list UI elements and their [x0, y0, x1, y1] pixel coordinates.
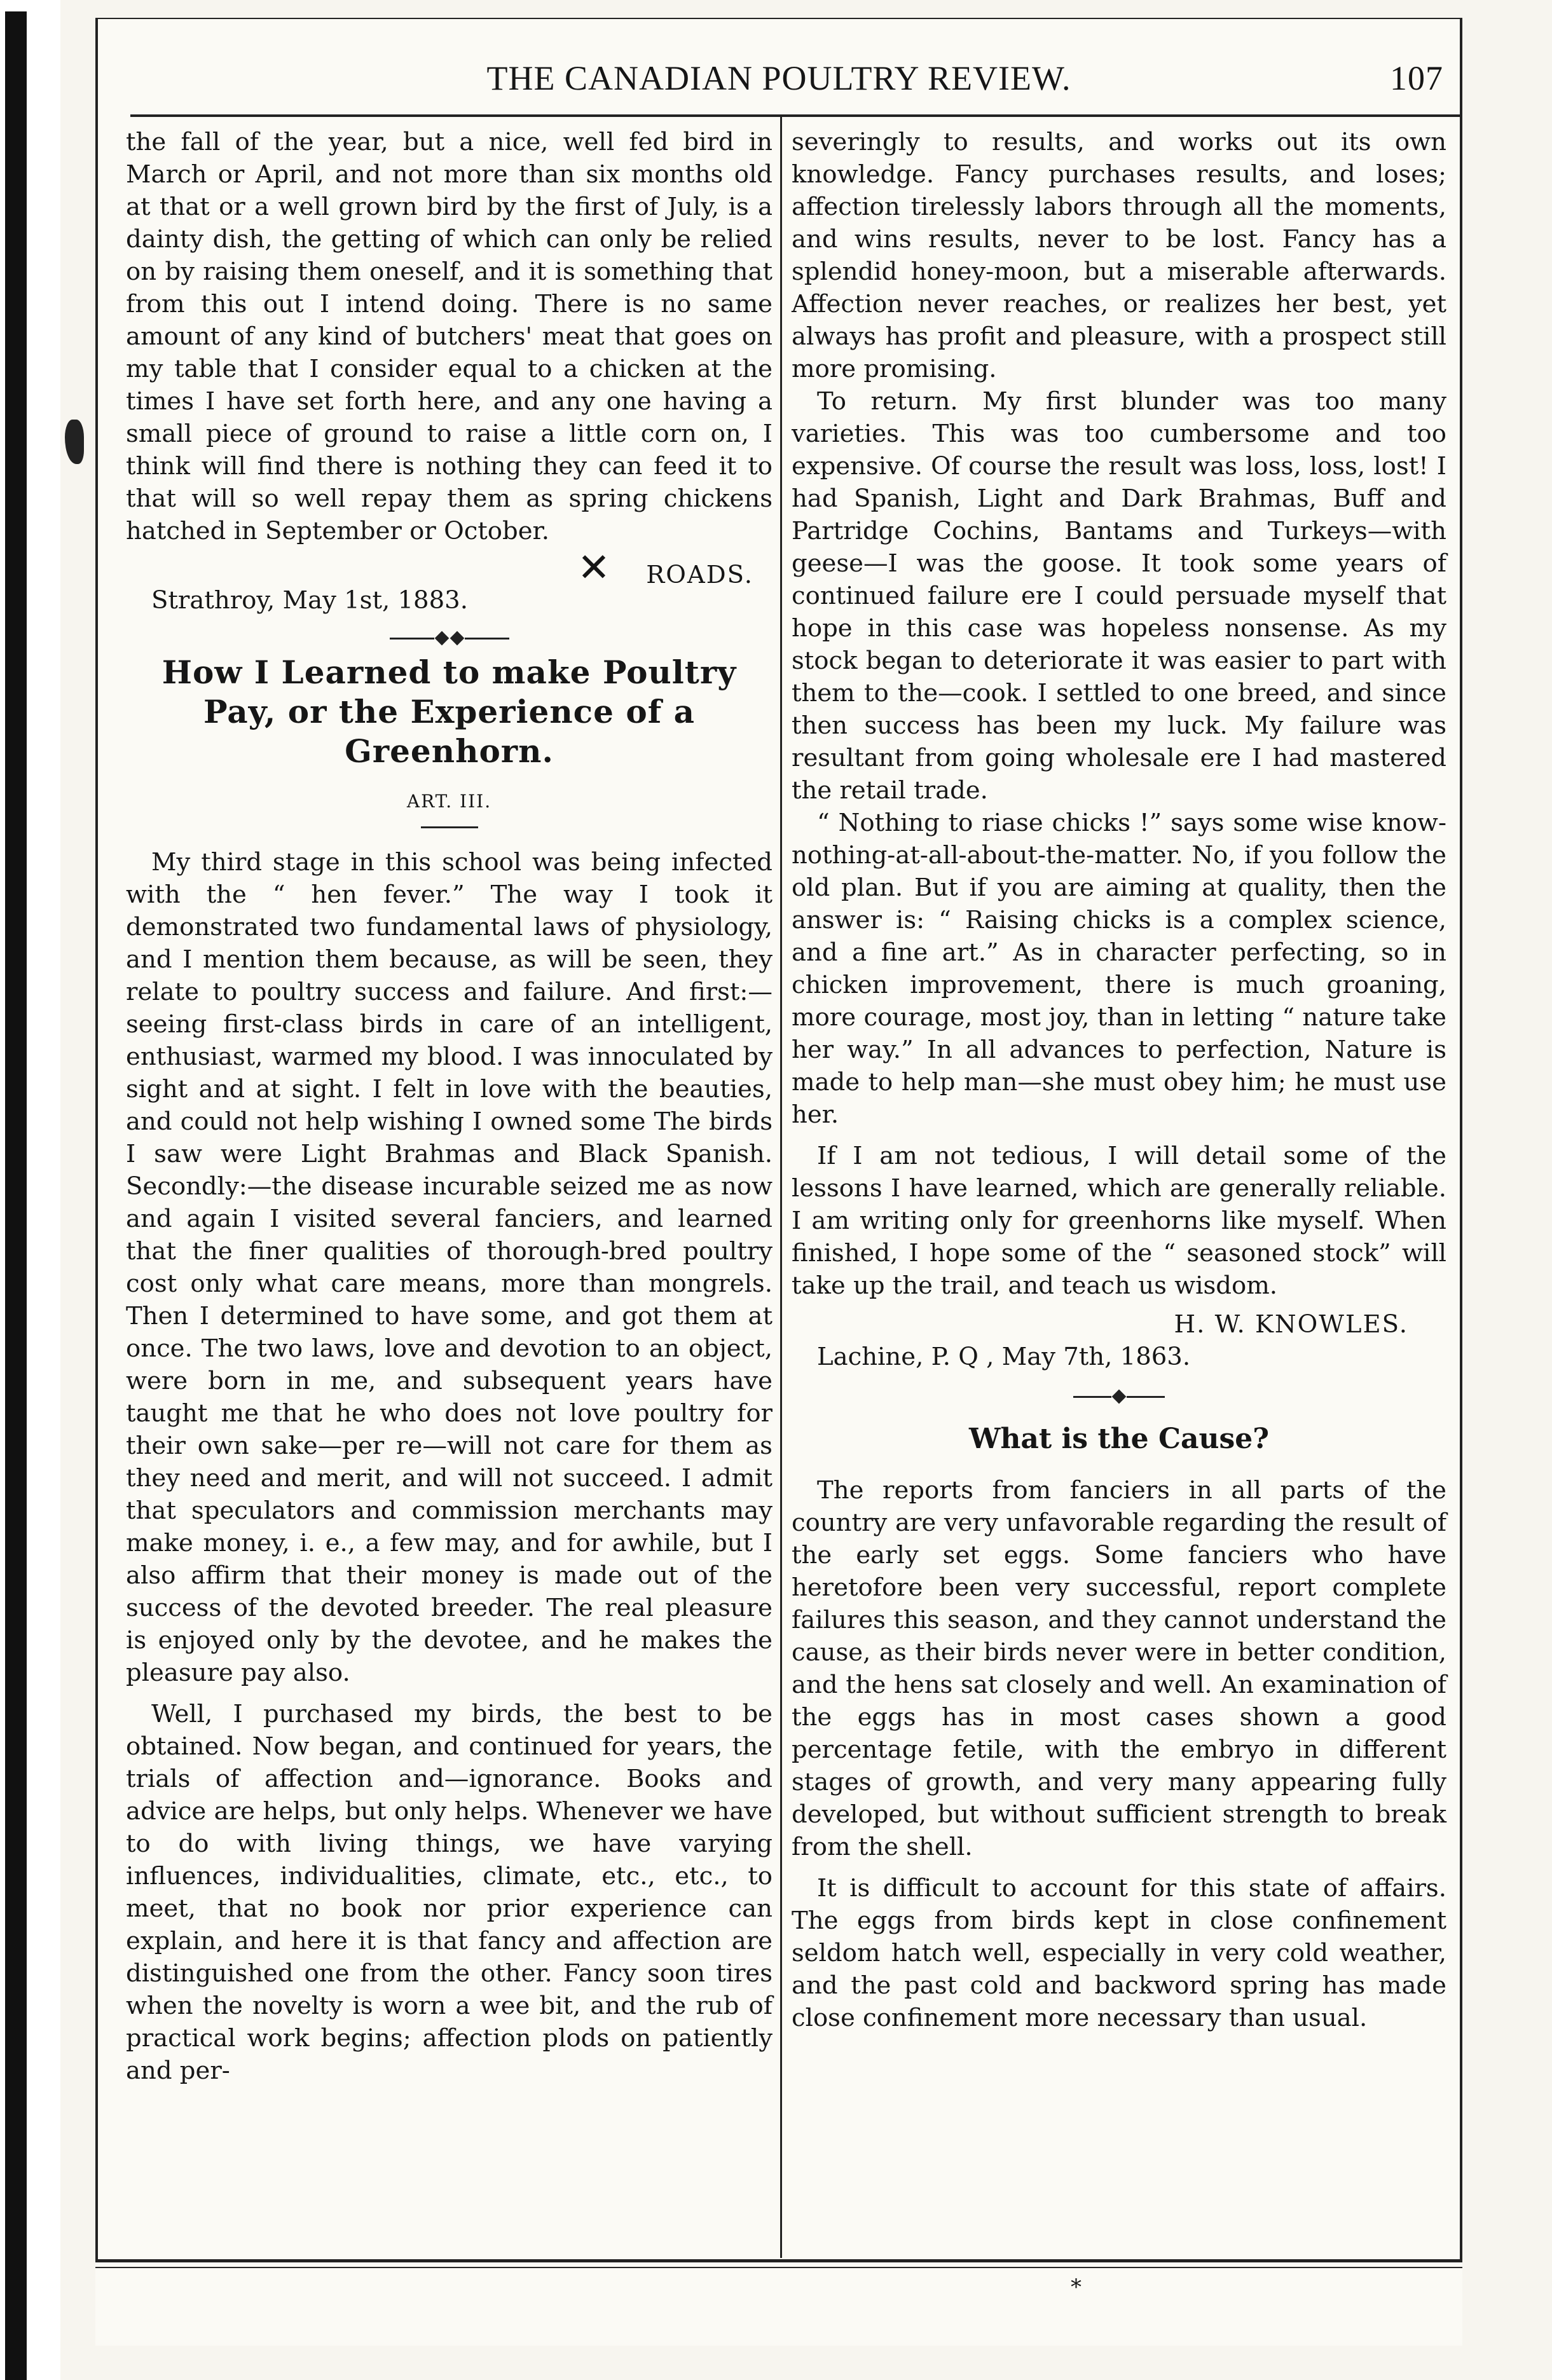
author-mark: ✕ [577, 544, 610, 591]
divider-line [1073, 1396, 1111, 1398]
author-signature: H. W. KNOWLES. [1174, 1310, 1408, 1339]
article-paragraph: “ Nothing to riase chicks !” says some wise know-nothing-at-all-about-the-matter. No, if you follow the old plan. But if you are aiming at quality, then the answer is: “ Raising chicks is a complex science, and a fine art.” As in character perfecting, so in chicken improvement, there is much groaning, more courage, most joy, than in letting “ nature take her way.” In all advances to perfection, Nature is made to help man—she must obey him; he must use her. [792, 809, 1446, 1129]
article-paragraph: If I am not tedious, I will detail some of the lessons I have learned, which are generally reliable. I am writing only for greenhorns like myself. When finished, I hope some of the “ seasoned stock” will take up the trail, and teach us wisdom. [792, 1142, 1446, 1300]
ornamental-divider [792, 1382, 1446, 1411]
divider-line [465, 638, 509, 639]
article-paragraph: Well, I purchased my birds, the best to be obtained. Now began, and continued for years, the trials of affection and—ignorance. Books and advice are helps, but only helps. Whenever we have to do with living things, we have varying influences, individualities, climate, etc., etc., to meet, that no book nor prior experience can explain, and here it is that fancy and affection are distinguished one from the other. Fancy soon tires when the novelty is worn a wee bit, and the rub of practical work begins; affection plods on patiently and per- [126, 1700, 773, 2085]
short-rule [421, 826, 478, 828]
dateline: Strathroy, May 1st, 1883. [151, 586, 468, 615]
top-border [95, 18, 1462, 19]
divider-diamond [1112, 1390, 1127, 1404]
right-border [1460, 18, 1462, 2262]
article-paragraph: To return. My first blunder was too many varieties. This was too cumbersome and too expensive. Of course the result was loss, loss, lost! I had Spanish, Light and Dark Brahmas, Buff and Partridge Cochins, Bantams and Turkeys—with geese—I was the goose. It took some years of continued failure ere I could persuade myself that hope in this case was hopeless nonsense. As my stock began to deteriorate it was easier to part with them to the—cook. I settled to one breed, and since then success has been my luck. My failure was resultant from going wholesale ere I had mastered the retail trade. [792, 387, 1446, 805]
printer-mark: * [1071, 2274, 1082, 2300]
bottom-rule [95, 2259, 1462, 2262]
section-paragraph: It is difficult to account for this state of affairs. The eggs from birds kept in close confinement seldom hatch well, especially in very cold weather, and the past cold and backword spring has made close confinement more necessary than usual. [792, 1874, 1446, 2032]
right-column [792, 126, 1446, 2034]
header-rule [130, 114, 1462, 117]
column-divider [780, 117, 782, 2258]
article-number: ART. III. [406, 791, 492, 812]
author-name: ROADS. [646, 561, 753, 589]
divider-line [390, 638, 434, 639]
divider-diamond [450, 631, 464, 646]
page-number: 107 [1390, 59, 1443, 97]
ink-blot [65, 420, 84, 464]
section-paragraph: The reports from fanciers in all parts of the country are very unfavorable regarding the result of the early set eggs. Some fanciers who have heretofore been very successful, report complete failures this season, and they cannot understand the cause, as their birds never were in better condition, and the hens sat closely and well. An examination of the eggs has in most cases shown a good percentage fetile, with the embryo in different stages of growth, and very many appearing fully developed, but without sufficient strength to break from the shell. [792, 1476, 1446, 1861]
signature-block [126, 544, 773, 624]
article-title: How I Learned to make Poultry Pay, or the Experience of a Greenhorn. [161, 653, 737, 770]
divider-line [1127, 1396, 1165, 1398]
article-paragraph: My third stage in this school was being infected with the “ hen fever.” The way I took it demonstrated two fundamental laws of physiology, and I mention them because, as will be seen, they relate to poultry success and failure. And first:—seeing first-class birds in care of an intelligent, enthusiast, warmed my blood. I was innoculated by sight and at sight. I felt in love with the beauties, and could not help wishing I owned some The birds I saw were Light Brahmas and Black Spanish. Secondly:—the disease incurable seized me as now and again I visited several fanciers, and learned that the finer qualities of thorough-bred poultry cost only what care means, more than mongrels. Then I determined to have some, and got them at once. The two laws, love and devotion to an object, were born in me, and subsequent years have taught me that he who does not love poultry for their own sake—per re—will not care for them as they need and merit, and will not succeed. I admit that speculators and commission merchants may make money, i. e., a few may, and for awhile, but I also affirm that their money is made out of the success of the devoted breeder. The real pleasure is enjoyed only by the devotee, and he makes the pleasure pay also. [126, 848, 773, 1687]
book-spine [0, 0, 60, 2380]
dateline: Lachine, P. Q , May 7th, 1863. [817, 1343, 1191, 1371]
continued-paragraph: the fall of the year, but a nice, well fed bird in March or April, and not more than six months old at that or a well grown bird by the first of July, is a dainty dish, the getting of which can only be relied on by raising them oneself, and it is something that from this out I intend doing. There is no same amount of any kind of butchers' meat that goes on my table that I consider equal to a chicken at the times I have set forth here, and any one having a small piece of ground to raise a little corn on, I think will find there is nothing they can feed it to that will so well repay them as spring chickens hatched in September or October. [126, 128, 773, 545]
journal-title: THE CANADIAN POULTRY REVIEW. [486, 59, 1071, 97]
left-border [95, 18, 98, 2262]
left-column [126, 126, 773, 2087]
article-paragraph: severingly to results, and works out its own knowledge. Fancy purchases results, and loses; affection tirelessly labors through all the moments, and wins results, never to be lost. Fancy has a splendid honey-moon, but a miserable afterwards. Affection never reaches, or realizes her best, yet always has profit and pleasure, with a prospect still more promising. [792, 128, 1446, 383]
running-header [95, 58, 1462, 109]
ornamental-divider [126, 624, 773, 653]
section-title: What is the Cause? [968, 1423, 1270, 1455]
divider-diamond [434, 631, 449, 646]
binding-shadow [5, 11, 27, 2380]
bottom-rule-thin [95, 2267, 1462, 2268]
